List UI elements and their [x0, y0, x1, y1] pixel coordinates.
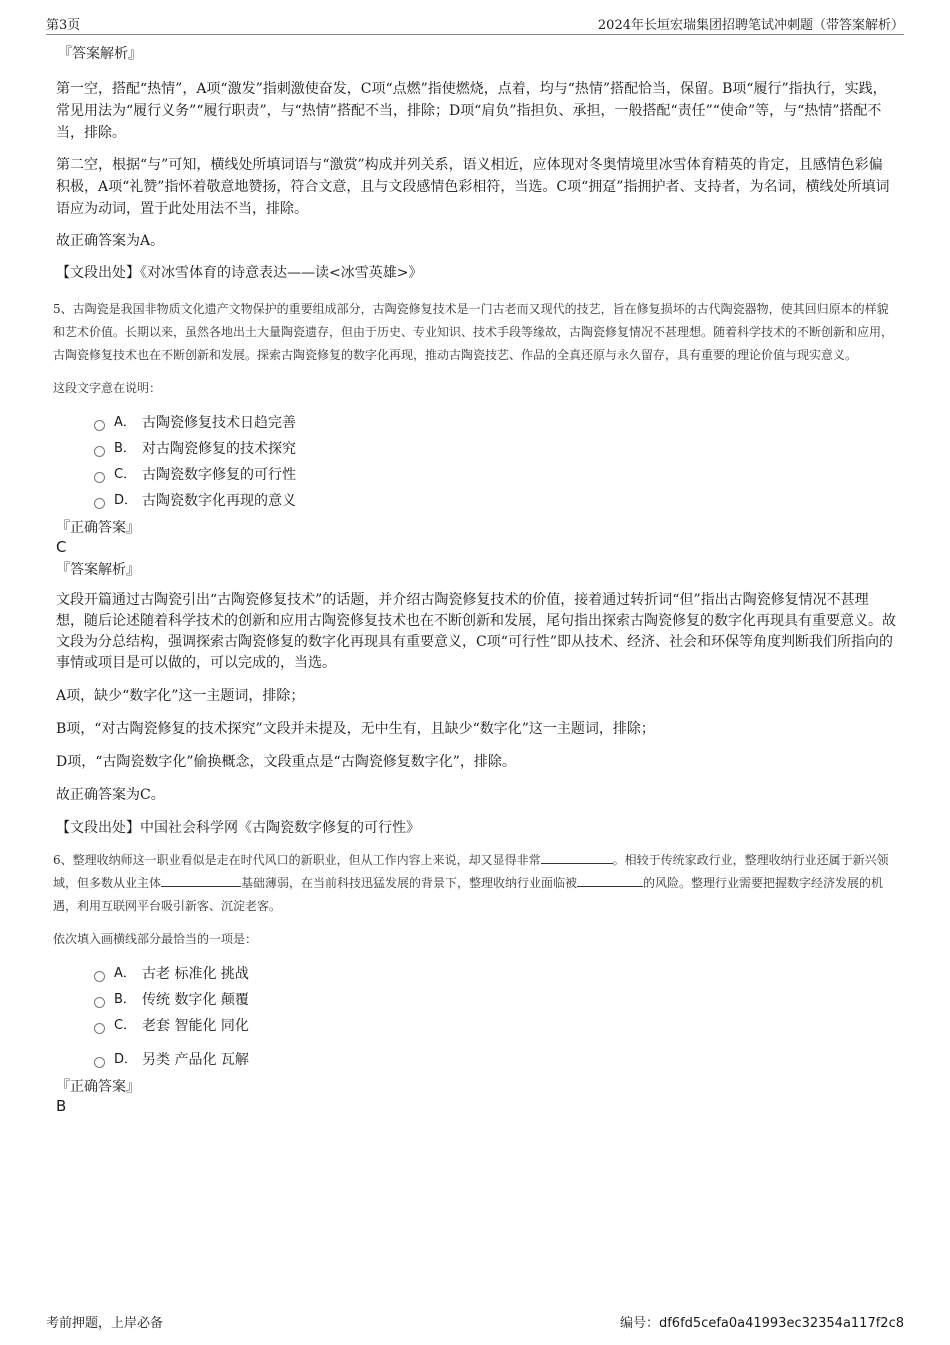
page-header	[46, 14, 904, 35]
option-d[interactable]	[94, 488, 896, 514]
analysis-label: 『答案解析』	[58, 46, 142, 62]
page-number: 第3页	[46, 18, 81, 33]
question-6-stem	[53, 849, 896, 918]
option-d[interactable]	[94, 1047, 896, 1073]
option-key: D．	[114, 493, 138, 508]
code-value: df6fd5cefa0a41993ec32354a117f2c8	[658, 1316, 904, 1331]
option-c[interactable]	[94, 462, 896, 488]
option-key: A．	[114, 966, 136, 981]
answer-conclusion: 故正确答案为A。	[56, 233, 165, 249]
fill-blank-3	[577, 872, 643, 887]
question-5-options	[94, 410, 896, 514]
radio-button-icon[interactable]	[94, 971, 105, 982]
option-b[interactable]	[94, 987, 896, 1013]
page-content	[53, 44, 896, 1115]
analysis-label: 『答案解析』	[56, 562, 140, 578]
question-6-prompt: 依次填入画横线部分最恰当的一项是：	[53, 932, 258, 946]
option-key: B．	[114, 992, 136, 1007]
option-a[interactable]	[94, 410, 896, 436]
option-a-analysis: A项，缺少“数字化”这一主题词，排除；	[56, 688, 305, 704]
radio-button-icon[interactable]	[94, 997, 105, 1008]
radio-button-icon[interactable]	[94, 472, 105, 483]
option-text: 对古陶瓷修复的技术探究	[142, 441, 296, 457]
option-text: 古陶瓷数字化再现的意义	[142, 493, 296, 509]
option-key: C．	[114, 1018, 137, 1033]
document-code	[620, 1312, 904, 1331]
option-text: 古老 标准化 挑战	[142, 966, 249, 982]
page-footer	[46, 1312, 904, 1331]
correct-answer-label: 『正确答案』	[56, 1079, 140, 1095]
option-key: B．	[114, 441, 136, 456]
option-c[interactable]	[94, 1013, 896, 1039]
stem-text: 。相较于传统家政行业，整理收纳行业还属于新兴领域，但多数从业主体	[53, 853, 889, 890]
document-title: 2024年长垣宏瑞集团招聘笔试冲刺题（带答案解析）	[597, 18, 904, 33]
radio-button-icon[interactable]	[94, 446, 105, 457]
option-key: D．	[114, 1052, 138, 1067]
radio-button-icon[interactable]	[94, 498, 105, 509]
stem-text: 6、整理收纳师这一职业看似是走在时代风口的新职业，但从工作内容上来说，却又显得非常	[53, 853, 541, 867]
option-key: C．	[114, 467, 137, 482]
radio-button-icon[interactable]	[94, 1057, 105, 1068]
question-5-stem: 5、古陶瓷是我国非物质文化遗产文物保护的重要组成部分，古陶瓷修复技术是一门古老而又现代的技艺，旨在修复损坏的古代陶瓷器物，使其回归原本的样貌和艺术价值。长期以来，虽然各地出土大量陶瓷遗存，但由于历史、专业知识、技术手段等缘故，古陶瓷修复情况不甚理想。随着科学技术的不断创新和应用，古陶瓷修复技术也在不断创新和发展。探索古陶瓷修复的数字化再现，推动古陶瓷技艺、作品的全真还原与永久留存，具有重要的理论价值与现实意义。	[53, 302, 894, 362]
option-text: 另类 产品化 瓦解	[142, 1052, 249, 1068]
question-5-prompt: 这段文字意在说明：	[53, 381, 162, 395]
option-d-analysis: D项，“古陶瓷数字化”偷换概念，文段重点是“古陶瓷修复数字化”，排除。	[56, 754, 516, 770]
source-citation: 【文段出处】中国社会科学网《古陶瓷数字修复的可行性》	[56, 820, 420, 836]
footer-slogan: 考前押题，上岸必备	[46, 1316, 164, 1331]
radio-button-icon[interactable]	[94, 1023, 105, 1034]
answer-conclusion: 故正确答案为C。	[56, 787, 165, 803]
option-text: 传统 数字化 颠覆	[142, 992, 249, 1008]
analysis-paragraph: 第一空，搭配“热情”，A项“激发”指刺激使奋发，C项“点燃”指使燃烧，点着，均与“热情”搭配恰当，保留。B项“履行”指执行，实践，常见用法为“履行义务”“履行职责”，与“热情”搭配不当，排除；D项“肩负”指担负、承担，一般搭配“责任”“使命”等，与“热情”搭配不当，排除。	[56, 81, 887, 141]
option-a[interactable]	[94, 961, 896, 987]
stem-text: 基础薄弱，在当前科技迅猛发展的背景下，整理收纳行业面临被	[241, 876, 578, 890]
analysis-paragraph: 第二空，根据“与”可知，横线处所填词语与“激赏”构成并列关系，语义相近，应体现对冬奥情境里冰雪体育精英的肯定，且感情色彩偏积极，A项“礼赞”指怀着敬意地赞扬，符合文意，且与文段感情色彩相符，当选。C项“拥趸”指拥护者、支持者，为名词，横线处所填词语应为动词，置于此处用法不当，排除。	[56, 157, 890, 217]
correct-answer: B	[56, 1097, 67, 1115]
option-key: A．	[114, 415, 136, 430]
fill-blank-2	[161, 872, 241, 887]
option-text: 古陶瓷修复技术日趋完善	[142, 415, 296, 431]
source-citation: 【文段出处】《对冰雪体育的诗意表达——读<冰雪英雄>》	[56, 265, 423, 281]
option-text: 古陶瓷数字修复的可行性	[142, 467, 296, 483]
option-b[interactable]	[94, 436, 896, 462]
stem-text: 的风险。整理行业需要把握数字经济发展的机遇，利用互联网平台吸引新客、沉淀老客。	[53, 876, 884, 913]
correct-answer: C	[56, 538, 67, 556]
fill-blank-1	[541, 849, 613, 864]
code-label: 编号：	[619, 1316, 659, 1331]
option-text: 老套 智能化 同化	[142, 1018, 249, 1034]
question-6-options	[94, 961, 896, 1073]
option-b-analysis: B项，“对古陶瓷修复的技术探究”文段并未提及，无中生有，且缺少“数字化”这一主题词，排除；	[56, 721, 655, 737]
analysis-paragraph: 文段开篇通过古陶瓷引出“古陶瓷修复技术”的话题，并介绍古陶瓷修复技术的价值，接着通过转折词“但”指出古陶瓷修复情况不甚理想，随后论述随着科学技术的创新和应用古陶瓷修复技术也在不断创新和发展，尾句指出探索古陶瓷修复的数字化再现具有重要意义。故文段为分总结构，强调探索古陶瓷修复的数字化再现具有重要意义，C项“可行性”即从技术、经济、社会和环保等角度判断我们所指向的事情或项目是可以做的，可以完成的，当选。	[56, 592, 896, 671]
radio-button-icon[interactable]	[94, 420, 105, 431]
correct-answer-label: 『正确答案』	[56, 520, 140, 536]
